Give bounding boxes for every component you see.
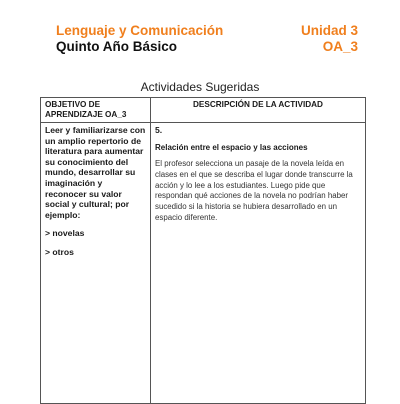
objective-cell <box>41 123 151 404</box>
unit-label: Unidad 3 <box>300 23 358 38</box>
objective-item-novelas: > novelas <box>45 228 85 239</box>
section-title: Actividades Sugeridas <box>140 80 260 94</box>
header-row-top <box>56 23 358 39</box>
header-row-bottom <box>56 39 358 55</box>
activity-table <box>40 97 366 404</box>
table-row <box>41 123 366 404</box>
activity-number: 5. <box>155 125 163 135</box>
objective-text: Leer y familiarizarse con un amplio repertorio de literatura para aumentar su conocimiento del mundo, desarrollar su imaginación y reconocer su valor social y cultural; por ejemplo: <box>45 125 146 220</box>
subject-title: Lenguaje y Comunicación <box>56 23 224 38</box>
grade-label: Quinto Año Básico <box>56 39 177 54</box>
objective-header: OBJETIVO DE APRENDIZAJE OA_3 <box>41 98 151 123</box>
activity-description: El profesor selecciona un pasaje de la novela leída en clases en el que se describa el lugar donde transcurre la acción y lo lee a los estudiantes. Luego pide que respondan qué acciones de la novela no podrían haber sucedido si la historia se hubiera desarrollado en un espacio diferente. <box>155 159 353 222</box>
oa-label: OA_3 <box>322 39 358 54</box>
activity-title: Relación entre el espacio y las acciones <box>155 143 308 152</box>
document-header <box>56 23 358 55</box>
objective-item-otros: > otros <box>45 246 74 257</box>
description-cell <box>151 123 366 404</box>
table-header-row <box>41 98 366 123</box>
description-header: DESCRIPCIÓN DE LA ACTIVIDAD <box>151 98 366 123</box>
